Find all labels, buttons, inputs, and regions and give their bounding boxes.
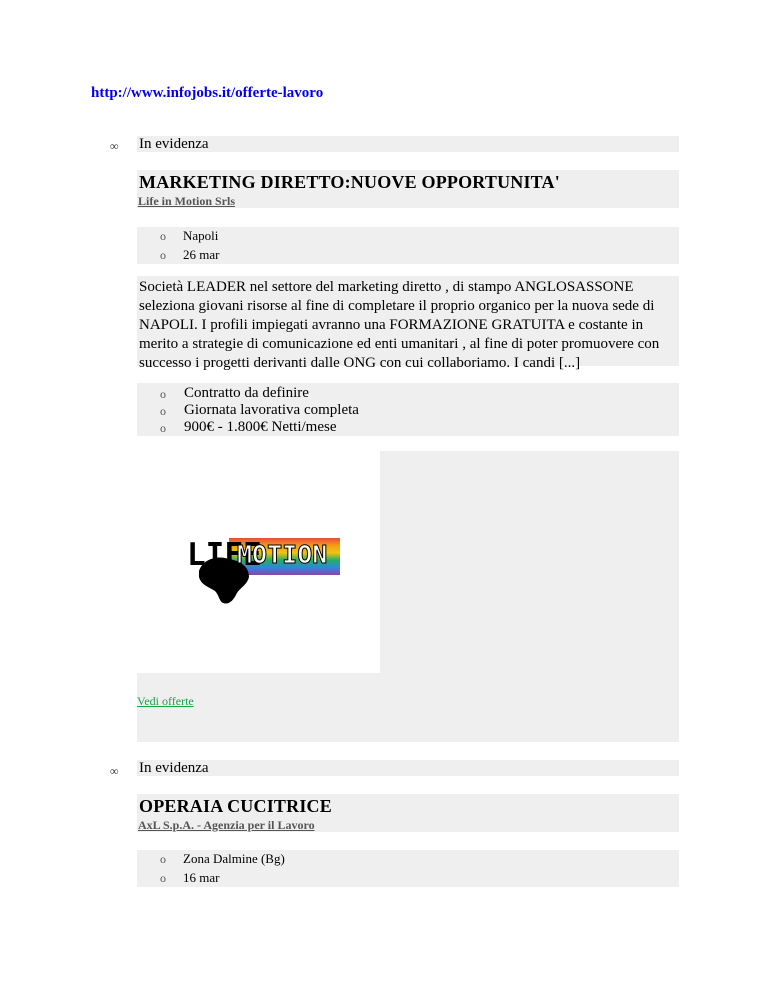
featured-bar [137, 760, 679, 776]
logo-word-motion: MOTION [237, 540, 328, 569]
logo-word-life: LIFE [187, 537, 262, 573]
sub-bullet: o [160, 387, 166, 401]
job-title[interactable]: MARKETING DIRETTO:NUOVE OPPORTUNITA' [139, 172, 560, 192]
sub-bullet: o [160, 852, 166, 866]
company-logo[interactable] [137, 451, 380, 673]
job-description [139, 278, 679, 373]
job-location: Napoli [183, 228, 219, 243]
list-bullet: ∞ [110, 139, 119, 153]
view-offers-link[interactable]: Vedi offerte [137, 694, 194, 708]
sub-bullet: o [160, 248, 166, 262]
sub-bullet: o [160, 229, 166, 243]
featured-label: In evidenza [139, 136, 209, 152]
featured-bar [137, 136, 679, 152]
life-in-motion-logo [137, 451, 380, 673]
description-line: seleziona giovani risorse al fine di completare il proprio organico per la nuova sede di [139, 298, 655, 314]
job-date: 26 mar [183, 247, 220, 262]
list-bullet: ∞ [110, 764, 119, 778]
featured-label: In evidenza [139, 760, 209, 776]
company-link[interactable]: Life in Motion Srls [138, 194, 236, 208]
description-line: merito a strategie di comunicazione ed enti umanitari , al fine di poter promuovere con [139, 336, 660, 352]
description-line: NAPOLI. I profili impiegati avranno una FORMAZIONE GRATUITA e costante in [139, 317, 644, 333]
work-schedule: Giornata lavorativa completa [184, 402, 359, 418]
company-link[interactable]: AxL S.p.A. - Agenzia per il Lavoro [138, 818, 315, 832]
job-title[interactable]: OPERAIA CUCITRICE [139, 796, 332, 816]
description-line: Società LEADER nel settore del marketing diretto , di stampo ANGLOSASSONE [139, 279, 634, 295]
sub-bullet: o [160, 871, 166, 885]
job-location: Zona Dalmine (Bg) [183, 851, 285, 866]
description-line: successo i progetti derivanti dalle ONG con cui collaboriamo. I candi [...] [139, 355, 581, 371]
page-url-link[interactable]: http://www.infojobs.it/offerte-lavoro [91, 85, 324, 101]
contract-type: Contratto da definire [184, 385, 309, 401]
salary: 900€ - 1.800€ Netti/mese [184, 419, 337, 435]
sub-bullet: o [160, 404, 166, 418]
job-date: 16 mar [183, 870, 220, 885]
sub-bullet: o [160, 421, 166, 435]
